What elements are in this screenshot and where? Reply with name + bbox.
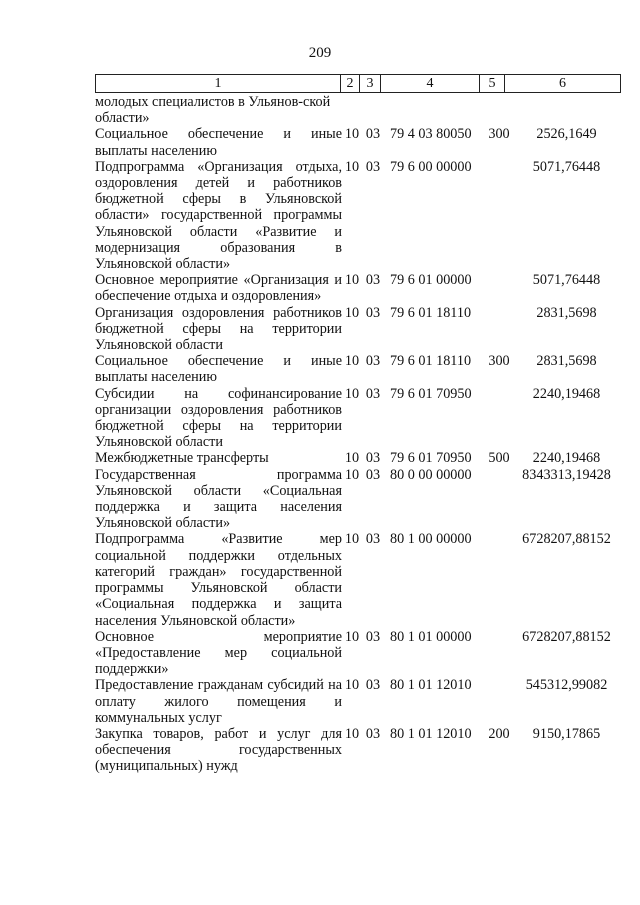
- row-name: Закупка товаров, работ и услуг для обеспечения государственных (муниципальных) нужд: [95, 725, 342, 775]
- row-pr: [362, 94, 384, 126]
- table-row: [95, 159, 621, 272]
- row-csr: 79 6 01 18110: [390, 304, 472, 321]
- row-vr: [486, 677, 512, 726]
- row-name: Государственная программа Ульяновской области «Социальная поддержка и защита населения Ульяновской области»: [95, 466, 342, 532]
- row-vr: [486, 272, 512, 304]
- row-pr: 03: [365, 385, 381, 402]
- table-row: [95, 629, 621, 678]
- header-col-6: 6: [559, 76, 566, 91]
- row-name: Подпрограмма «Развитие мер социальной поддержки отдельных категорий граждан» государственной программы Ульяновской области «Социальная поддержка и защита населения Ульяновской области»: [95, 531, 342, 629]
- row-csr: 79 6 00 00000: [390, 158, 472, 175]
- row-pr: 03: [365, 158, 381, 175]
- row-name: Организация оздоровления работников бюджетной сферы на территории Ульяновской области: [95, 304, 342, 354]
- row-sum: [512, 94, 621, 126]
- table-row: [95, 272, 621, 304]
- row-pr: 03: [365, 628, 381, 645]
- row-csr: [384, 94, 486, 126]
- page-number: 209: [308, 45, 332, 61]
- row-csr: 80 1 01 00000: [390, 628, 472, 645]
- row-pr: 03: [365, 353, 381, 370]
- row-name: Основное мероприятие «Предоставление мер социальной поддержки»: [95, 628, 342, 678]
- table-row: [95, 386, 621, 451]
- row-pr: 03: [365, 126, 381, 143]
- row-sum: 545312,99082: [525, 677, 608, 694]
- header-col-4: 4: [381, 75, 480, 92]
- row-vr: 300: [488, 126, 510, 143]
- row-name: Предоставление гражданам субсидий на оплату жилого помещения и коммунальных услуг: [95, 677, 342, 726]
- row-sum: 2240,19468: [532, 450, 601, 467]
- row-vr: 300: [488, 353, 510, 370]
- row-csr: 80 1 01 12010: [390, 677, 472, 694]
- row-name: Социальное обеспечение и иные выплаты населению: [95, 126, 342, 159]
- row-name: Социальное обеспечение и иные выплаты населению: [95, 353, 342, 386]
- row-csr: 79 4 03 80050: [390, 126, 472, 143]
- row-pr: 03: [365, 304, 381, 321]
- row-rz: 10: [344, 353, 360, 370]
- header-col-2: 2: [341, 75, 360, 92]
- row-pr: 03: [365, 531, 381, 548]
- row-vr: [486, 386, 512, 451]
- row-vr: [486, 467, 512, 532]
- table-row: [95, 353, 621, 385]
- row-pr: 03: [365, 466, 381, 483]
- row-csr: 79 6 01 18110: [390, 353, 472, 370]
- row-rz: 10: [344, 385, 360, 402]
- row-vr: 500: [488, 450, 510, 467]
- row-name: Основное мероприятие «Организация и обеспечение отдыха и оздоровления»: [95, 272, 342, 305]
- row-sum: 5071,76448: [532, 158, 601, 175]
- row-rz: 10: [344, 725, 360, 742]
- row-sum: 9150,17865: [532, 725, 601, 742]
- row-rz: 10: [344, 126, 360, 143]
- table-row: [95, 531, 621, 628]
- row-vr: [486, 531, 512, 628]
- row-name: Субсидии на софинансирование организации оздоровления работников бюджетной сферы на территории Ульяновской области: [95, 385, 342, 451]
- row-rz: [342, 94, 362, 126]
- row-vr: [486, 629, 512, 678]
- header-col-5: 5: [480, 75, 505, 92]
- row-sum: 2831,5698: [536, 304, 597, 321]
- table-body: [95, 94, 621, 775]
- table-row: [95, 677, 621, 726]
- row-rz: 10: [344, 450, 360, 467]
- table-row: [95, 450, 621, 466]
- row-rz: 10: [344, 677, 360, 694]
- row-pr: 03: [365, 272, 381, 289]
- row-sum: 8343313,19428: [522, 466, 611, 483]
- row-sum: 2526,1649: [536, 126, 597, 143]
- row-pr: 03: [365, 725, 381, 742]
- table-row: [95, 467, 621, 532]
- row-vr: [486, 159, 512, 272]
- row-csr: 80 1 01 12010: [390, 725, 472, 742]
- table-row: [95, 726, 621, 775]
- row-pr: 03: [365, 450, 381, 467]
- row-rz: 10: [344, 158, 360, 175]
- row-vr: [486, 94, 512, 126]
- row-rz: 10: [344, 531, 360, 548]
- table-row: [95, 126, 621, 158]
- row-csr: 79 6 01 00000: [390, 272, 472, 289]
- row-csr: 79 6 01 70950: [390, 385, 472, 402]
- row-rz: 10: [344, 628, 360, 645]
- table-row: [95, 94, 621, 126]
- row-pr: 03: [365, 677, 381, 694]
- header-col-3: 3: [360, 75, 381, 92]
- row-vr: 200: [488, 725, 510, 742]
- header-col-1: 1: [96, 75, 341, 92]
- row-rz: 10: [344, 304, 360, 321]
- row-sum: 2831,5698: [536, 353, 597, 370]
- row-name: Подпрограмма «Организация отдыха, оздоровления детей и работников бюджетной сферы в Ульяновской области» государственной программы Ульяновской области «Развитие и модернизация образования в Ульяновской области»: [95, 158, 342, 273]
- row-vr: [486, 305, 512, 354]
- row-csr: 79 6 01 70950: [390, 450, 472, 467]
- row-csr: 80 0 00 00000: [390, 466, 472, 483]
- row-rz: 10: [344, 272, 360, 289]
- row-sum: 5071,76448: [532, 272, 601, 289]
- row-name: Межбюджетные трансферты: [95, 450, 269, 467]
- row-sum: 6728207,88152: [522, 628, 611, 645]
- row-sum: 2240,19468: [532, 385, 601, 402]
- row-rz: 10: [344, 466, 360, 483]
- row-csr: 80 1 00 00000: [390, 531, 472, 548]
- row-name: молодых специалистов в Ульянов-ской области»: [95, 94, 331, 127]
- row-sum: 6728207,88152: [522, 531, 611, 548]
- table-header: [95, 74, 621, 93]
- table-row: [95, 305, 621, 354]
